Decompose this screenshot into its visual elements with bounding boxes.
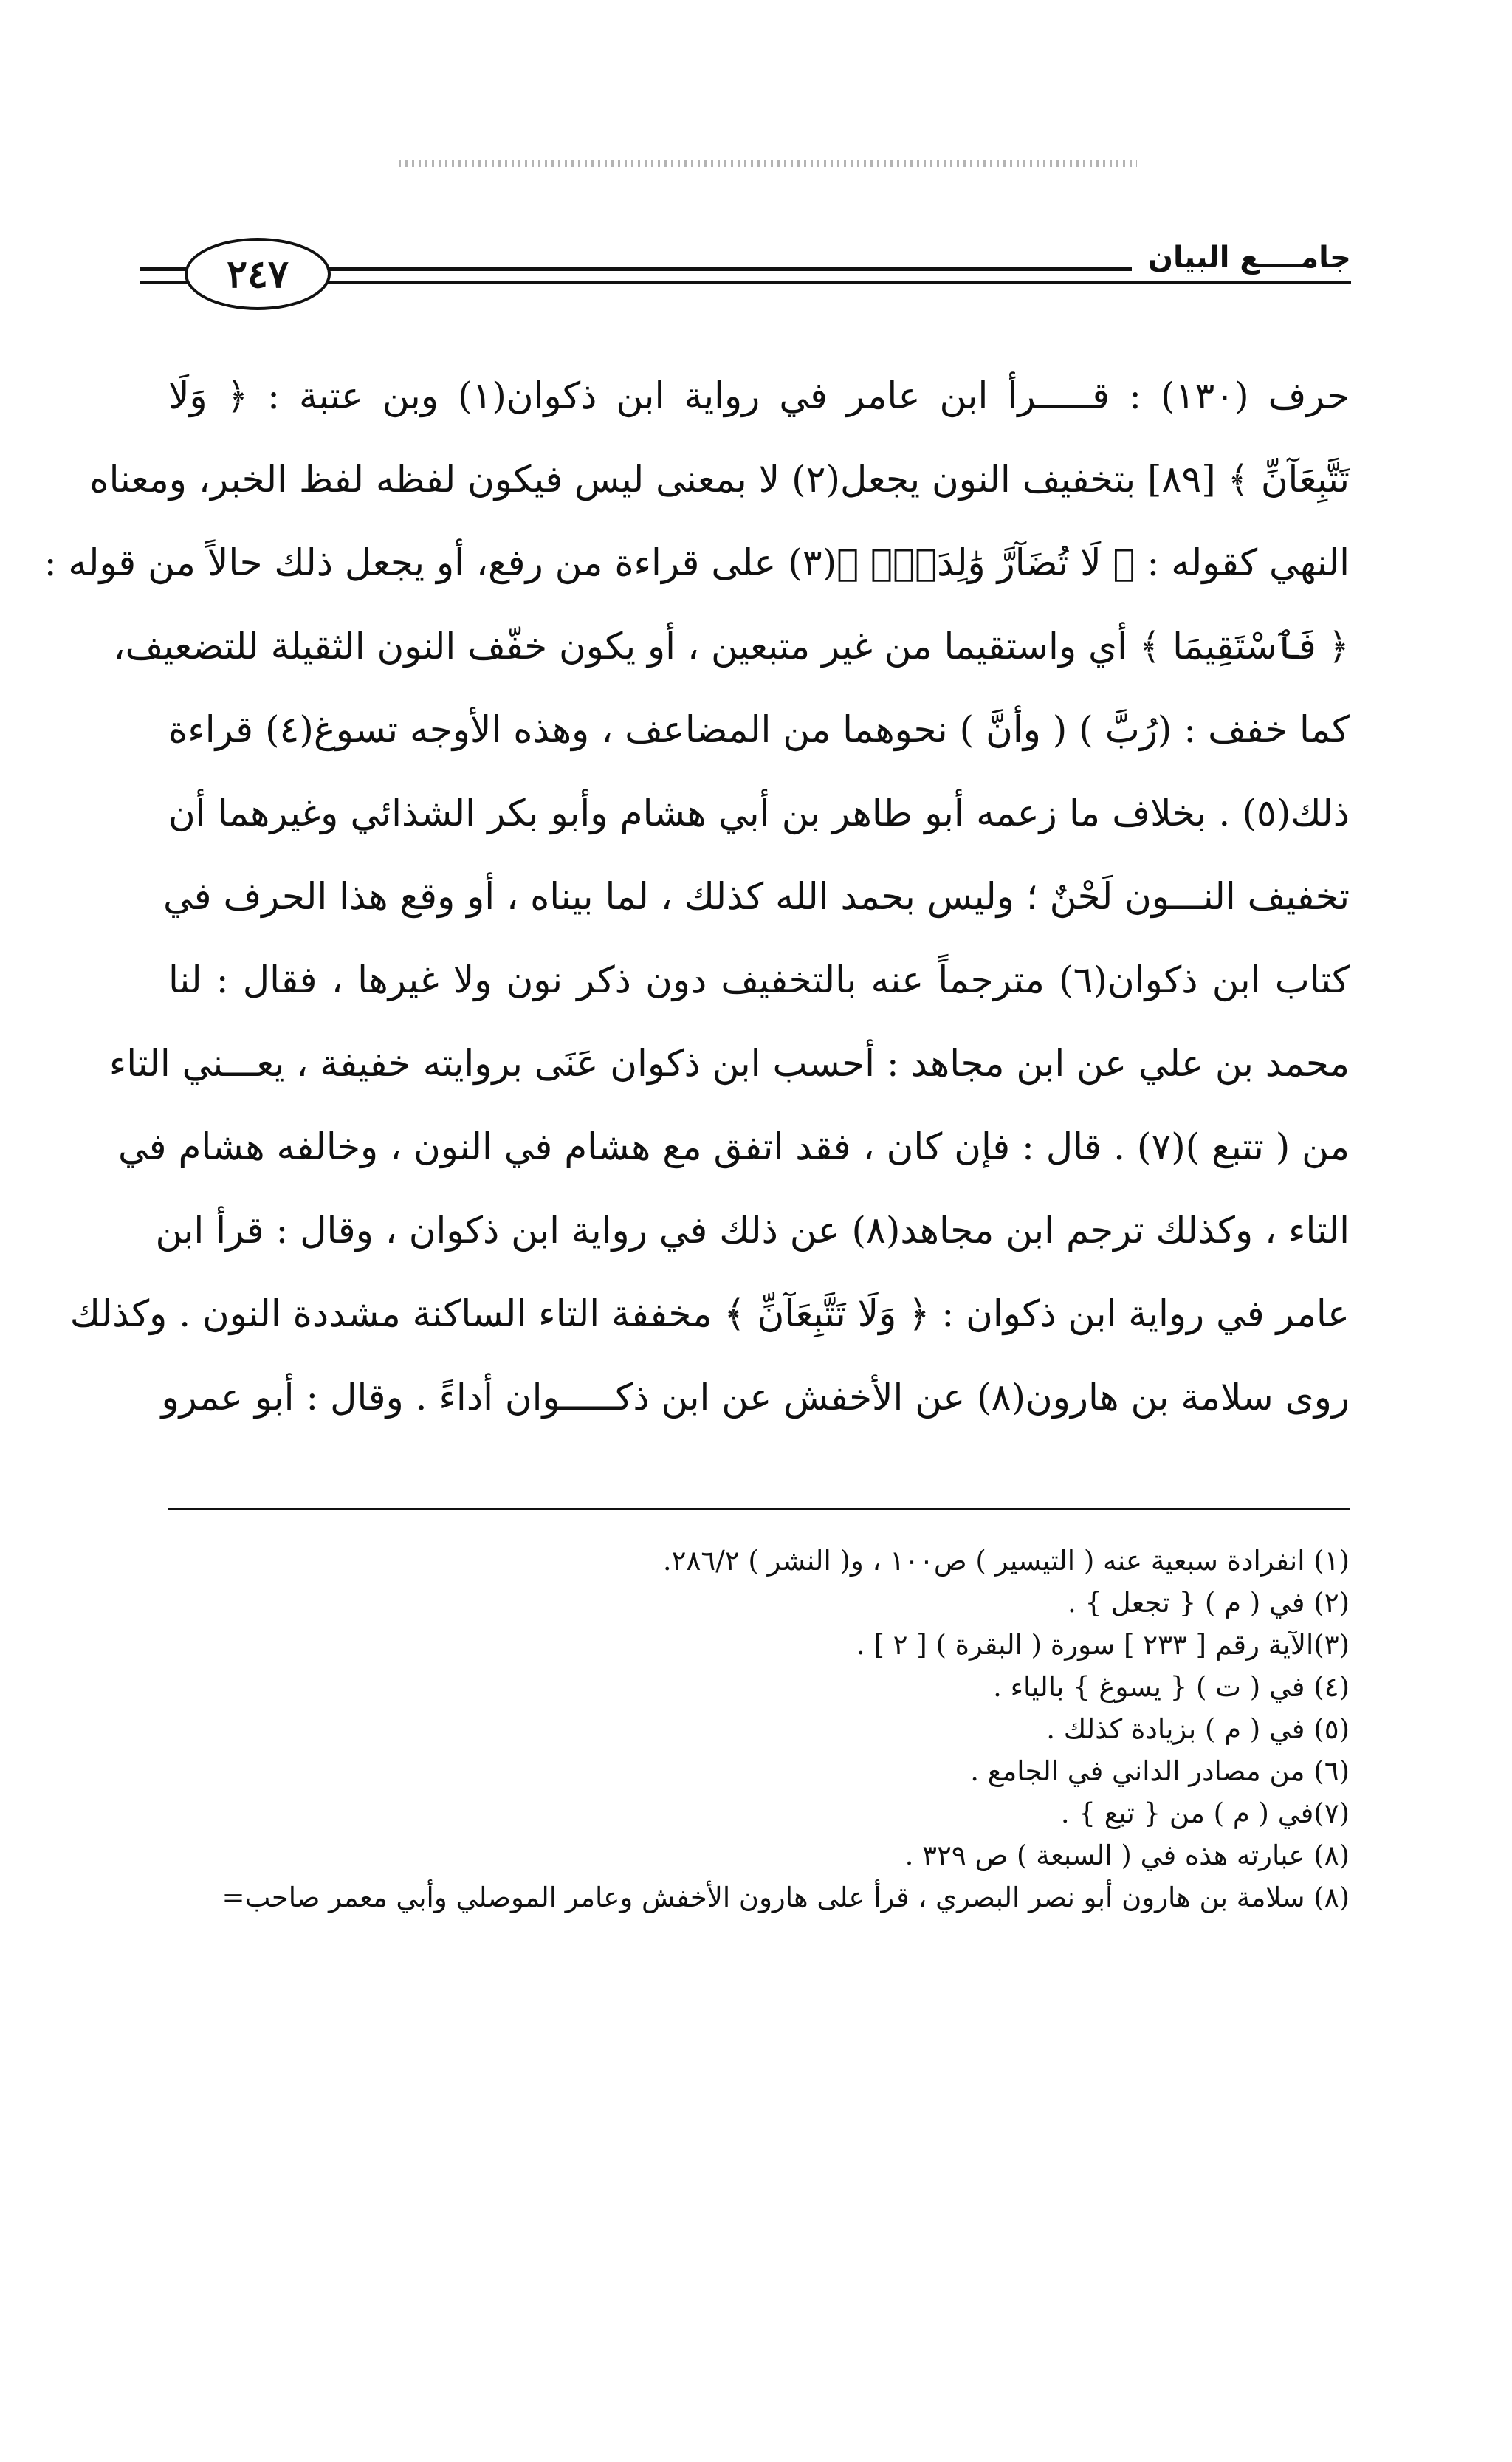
text-line: ﴿ فَٱسْتَقِيمَا ﴾ أي واستقيما من غير متبعين ، أو يكون خفّف النون الثقيلة للتضعيف، <box>113 625 1350 668</box>
text-line: روى سلامة بن هارون(٨) عن الأخفش عن ابن ذكـــــوان أداءً . وقال : أبو عمرو <box>161 1376 1350 1419</box>
footnote-divider <box>168 1508 1350 1510</box>
page-header <box>140 238 1351 309</box>
text-line: تخفيف النـــون لَحْنٌ ؛ وليس بحمد الله كذلك ، لما بيناه ، أو وقع هذا الحرف في <box>162 875 1350 918</box>
footnote: (٨) عبارته هذه في ( السبعة ) ص ٣٢٩ . <box>904 1839 1350 1871</box>
text-line: من ( تتبع )(٧) . قال : فإن كان ، فقد اتفق مع هشام في النون ، وخالفه هشام في <box>118 1125 1350 1168</box>
footnote: (٢) في ( م ) { تجعل } . <box>1067 1587 1350 1619</box>
text-line: النهي كقوله : ﴿ لَا تُضَآرَّ وَٰلِدَةُۢ ﴾(٣) على قراءة من رفع، أو يجعل ذلك حالاً من قوله : <box>44 541 1350 584</box>
text-line: التاء ، وكذلك ترجم ابن مجاهد(٨) عن ذلك في رواية ابن ذكوان ، وقال : قرأ ابن <box>155 1209 1350 1252</box>
footnote: (٤) في ( ت ) { يسوغ } بالياء . <box>993 1671 1350 1703</box>
footnote: (٨) سلامة بن هارون أبو نصر البصري ، قرأ على هارون الأخفش وعامر الموصلي وأبي معمر صاحب= <box>221 1882 1350 1913</box>
footnote: (٣)الآية رقم [ ٢٣٣ ] سورة ( البقرة ) [ ٢ ] . <box>856 1629 1350 1661</box>
text-line: تَتَّبِعَآنِّ ﴾ [٨٩] بتخفيف النون يجعل(٢) لا بمعنى ليس فيكون لفظه لفظ الخبر، ومعناه <box>89 458 1350 501</box>
text-line: ذلك(٥) . بخلاف ما زعمه أبو طاهر بن أبي هشام وأبو بكر الشذائي وغيرهما أن <box>168 792 1350 834</box>
footnotes <box>168 1540 1350 1918</box>
text-line: عامر في رواية ابن ذكوان : ﴿ وَلَا تَتَّبِعَآنِّ ﴾ مخففة التاء الساكنة مشددة النون . وكذلك <box>69 1292 1350 1335</box>
scan-artifact-top <box>399 160 1137 167</box>
running-title: جامــــع البيان <box>1132 241 1351 275</box>
footnote: (٧)في ( م ) من { تبع } . <box>1060 1797 1350 1829</box>
footnote: (٦) من مصادر الداني في الجامع . <box>970 1755 1350 1787</box>
text-line: حرف (١٣٠) : قـــــرأ ابن عامر في رواية ابن ذكوان(١) وبن عتبة : ﴿ وَلَا <box>168 374 1350 417</box>
text-line: كتاب ابن ذكوان(٦) مترجماً عنه بالتخفيف دون ذكر نون ولا غيرها ، فقال : لنا <box>168 959 1350 1001</box>
text-line: كما خفف : (رُبَّ ) ( وأنَّ ) نحوهما من المضاعف ، وهذه الأوجه تسوغ(٤) قراءة <box>168 708 1350 751</box>
text-line: محمد بن علي عن ابن مجاهد : أحسب ابن ذكوان عَنَى بروايته خفيفة ، يعـــني التاء <box>109 1042 1350 1085</box>
footnote: (٥) في ( م ) بزيادة كذلك . <box>1046 1713 1350 1745</box>
footnote: (١) انفرادة سبعية عنه ( التيسير ) ص١٠٠ ، و( النشر ) ٢٨٦/٢. <box>662 1545 1350 1577</box>
page-number: ٢٤٧ <box>185 238 331 310</box>
main-text <box>44 354 1350 1439</box>
